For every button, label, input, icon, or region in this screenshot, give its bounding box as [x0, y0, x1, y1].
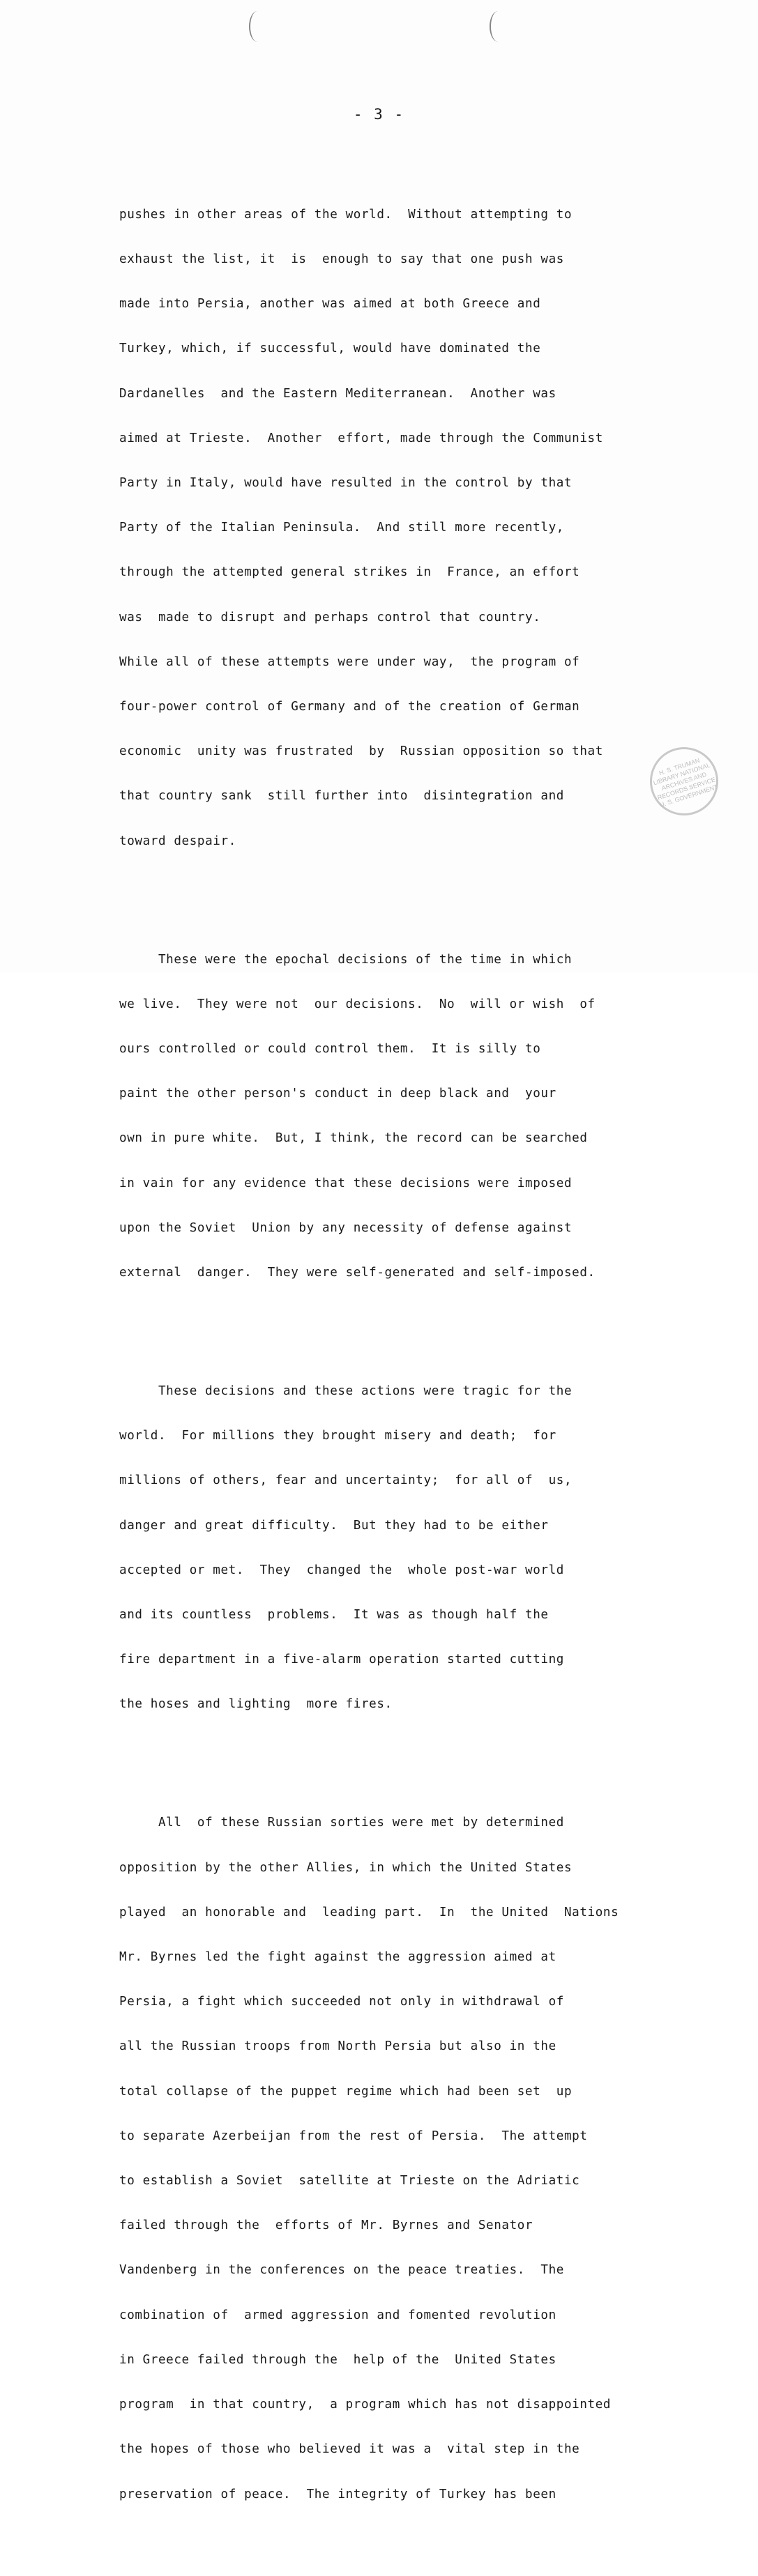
paragraph-1	[119, 178, 719, 879]
text-line: Mr. Byrnes led the fight against the aggression aimed at	[119, 1949, 556, 1964]
text-line: paint the other person's conduct in deep black and your	[119, 1087, 556, 1101]
text-line: aimed at Trieste. Another effort, made through the Communist	[119, 431, 603, 445]
text-line: Persia, a fight which succeeded not only in withdrawal of	[119, 1995, 564, 2009]
text-line: to establish a Soviet satellite at Trieste on the Adriatic	[119, 2174, 580, 2188]
text-line: played an honorable and leading part. In the United Nations	[119, 1905, 619, 1919]
punch-hole-right	[490, 11, 506, 42]
text-line: upon the Soviet Union by any necessity of defense against	[119, 1220, 573, 1235]
body-text	[119, 148, 719, 2576]
text-line: failed through the efforts of Mr. Byrnes and Senator	[119, 2218, 533, 2233]
text-line: the hoses and lighting more fires.	[119, 1697, 393, 1712]
text-line: toward despair.	[119, 834, 236, 848]
text-line: through the attempted general strikes in France, an effort	[119, 565, 580, 580]
text-line: economic unity was frustrated by Russian opposition so that	[119, 744, 603, 759]
text-line: All of these Russian sorties were met by determined	[119, 1816, 564, 1830]
text-line: ours controlled or could control them. It is silly to	[119, 1041, 541, 1056]
text-line: the hopes of those who believed it was a vital step in the	[119, 2442, 580, 2457]
text-line: world. For millions they brought misery and death; for	[119, 1429, 556, 1443]
text-line: These decisions and these actions were tragic for the	[119, 1383, 573, 1398]
text-line: danger and great difficulty. But they had to be either	[119, 1518, 549, 1533]
text-line: in Greece failed through the help of the United States	[119, 2352, 556, 2367]
text-line: Party in Italy, would have resulted in the control by that	[119, 475, 573, 490]
text-line: and its countless problems. It was as though half the	[119, 1608, 549, 1622]
text-line: accepted or met. They changed the whole post-war world	[119, 1563, 564, 1577]
text-line: all the Russian troops from North Persia but also in the	[119, 2039, 556, 2054]
text-line: Vandenberg in the conferences on the peace treaties. The	[119, 2263, 564, 2278]
archive-stamp-text: H. S. TRUMAN LIBRARY NATIONAL ARCHIVES AND RECORDS SERVICE U. S. GOVERNMENT	[652, 756, 719, 808]
text-line: preservation of peace. The integrity of Turkey has been	[119, 2487, 556, 2501]
text-line: opposition by the other Allies, in which the United States	[119, 1860, 573, 1875]
text-line: external danger. They were self-generated and self-imposed.	[119, 1266, 596, 1280]
text-line: fire department in a five-alarm operation started cutting	[119, 1653, 564, 1667]
text-line: we live. They were not our decisions. No will or wish of	[119, 997, 596, 1011]
text-line: that country sank still further into disintegration and	[119, 789, 564, 804]
text-line: was made to disrupt and perhaps control that country.	[119, 610, 541, 624]
text-line: Dardanelles and the Eastern Mediterranean. Another was	[119, 386, 556, 401]
text-line: in vain for any evidence that these decisions were imposed	[119, 1176, 573, 1190]
text-line: to separate Azerbeijan from the rest of Persia. The attempt	[119, 2129, 588, 2143]
page-number: - 3 -	[353, 106, 405, 123]
text-line: exhaust the list, it is enough to say that one push was	[119, 252, 564, 266]
text-line: These were the epochal decisions of the time in which	[119, 952, 573, 967]
paragraph-2	[119, 923, 719, 1311]
text-line: own in pure white. But, I think, the record can be searched	[119, 1131, 588, 1146]
text-line: Party of the Italian Peninsula. And still more recently,	[119, 521, 564, 535]
text-line: made into Persia, another was aimed at both Greece and	[119, 297, 541, 312]
punch-hole-left	[249, 11, 266, 42]
text-line: combination of armed aggression and fomented revolution	[119, 2308, 556, 2322]
text-line: While all of these attempts were under way, the program of	[119, 654, 580, 669]
paragraph-4	[119, 1786, 719, 2531]
text-line: Turkey, which, if successful, would have dominated the	[119, 342, 541, 356]
text-line: pushes in other areas of the world. Without attempting to	[119, 207, 573, 222]
paragraph-3	[119, 1354, 719, 1742]
text-line: total collapse of the puppet regime which had been set up	[119, 2084, 573, 2099]
text-line: millions of others, fear and uncertainty; for all of us,	[119, 1473, 573, 1488]
text-line: four-power control of Germany and of the creation of German	[119, 700, 580, 714]
text-line: program in that country, a program which has not disappointed	[119, 2398, 612, 2412]
